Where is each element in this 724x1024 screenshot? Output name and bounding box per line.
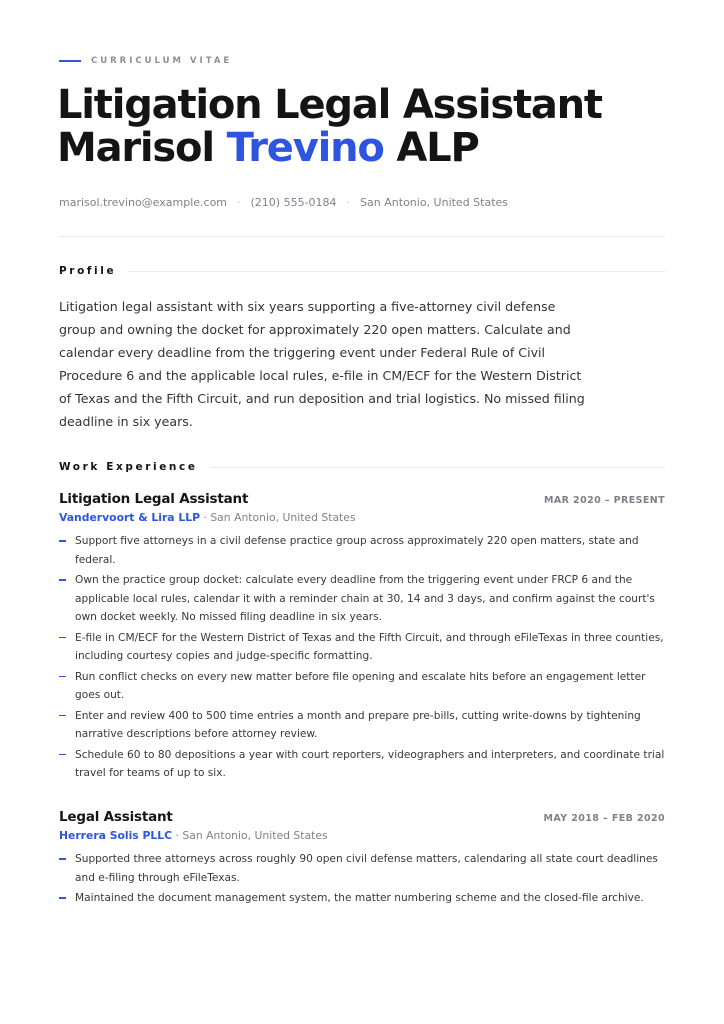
bullet-text: Run conflict checks on every new matter before file opening and escalate hits before an engagement letter goes out. (75, 670, 646, 701)
job-bullets (59, 532, 665, 783)
title-role: Litigation Legal Assistant (57, 82, 602, 128)
contact-phone[interactable]: (210) 555-0184 (250, 196, 337, 209)
bullet-text: Supported three attorneys across roughly 90 open civil defense matters, calendaring all state court deadlines and e-filing through eFileTexas. (75, 853, 658, 884)
job-company: Vandervoort & Lira LLP (59, 511, 201, 524)
bullet-text: Schedule 60 to 80 depositions a year with court reporters, videographers and interpreters, and coordinate trial travel for teams of up to six. (75, 748, 665, 779)
bullet-text: Support five attorneys in a civil defense practice group across approximately 220 open matters, state and federal. (75, 535, 639, 566)
profile-heading: Profile (59, 265, 117, 277)
contact-line (59, 196, 508, 209)
job-employer (59, 829, 665, 842)
job-title: Legal Assistant (59, 809, 173, 825)
section-rule (128, 271, 665, 272)
bullet-text: Maintained the document management system, the matter numbering scheme and the closed-file archive. (75, 892, 644, 904)
bullet-dash (59, 637, 66, 639)
bullet-dash (59, 579, 66, 581)
job-bullets (59, 850, 665, 908)
bullet-item (59, 850, 665, 887)
eyebrow (59, 56, 232, 66)
profile-section-heading (59, 265, 665, 277)
page-title (57, 84, 602, 170)
contact-separator: · (346, 196, 351, 209)
bullet-dash (59, 676, 66, 678)
bullet-text: Enter and review 400 to 500 time entries a month and prepare pre-bills, cutting write-downs by tightening narrative descriptions before attorney review. (75, 709, 641, 740)
section-rule (210, 467, 665, 468)
bullet-dash (59, 715, 66, 717)
bullet-item (59, 889, 665, 908)
name-suffix: ALP (396, 125, 479, 171)
job-location: · San Antonio, United States (200, 511, 356, 524)
contact-email[interactable]: marisol.trevino@example.com (59, 196, 228, 209)
bullet-dash (59, 540, 66, 542)
eyebrow-rule (59, 60, 81, 62)
contact-location: San Antonio, United States (360, 196, 509, 209)
profile-text: Litigation legal assistant with six years supporting a five-attorney civil defense group and owning the docket for approximately 220 open matters. Calculate and calendar every deadline from the triggering event under Federal Rule of Civil Procedure 6 and the applicable local rules, e-file in CM/ECF for the Western District of Texas and the Fifth Circuit, and run deposition and trial logistics. No missed filing deadline in six years. (59, 299, 585, 429)
bullet-item (59, 707, 665, 744)
bullet-text: Own the practice group docket: calculate every deadline from the triggering event under FRCP 6 and the applicable local rules, calendar it with a reminder chain at 30, 14 and 3 days, and confirm against the court's own docket weekly. No missed filing deadline in six years. (75, 574, 655, 623)
job-dates: MAR 2020 – PRESENT (544, 495, 665, 506)
bullet-text: E-file in CM/ECF for the Western District of Texas and the Fifth Circuit, and through eFileTexas in three counties, including courtesy copies and judge-specific formatting. (75, 631, 664, 662)
name-last: Trevino (226, 125, 384, 171)
bullet-dash (59, 897, 66, 899)
job-company: Herrera Solis PLLC (59, 829, 173, 842)
job-dates: MAY 2018 – FEB 2020 (543, 813, 665, 824)
job-location: · San Antonio, United States (172, 829, 328, 842)
job-title: Litigation Legal Assistant (59, 491, 249, 507)
experience-heading: Work Experience (59, 461, 198, 473)
bullet-item (59, 571, 665, 627)
job-entry (59, 809, 665, 910)
bullet-dash (59, 858, 66, 860)
eyebrow-text: CURRICULUM VITAE (91, 56, 233, 66)
contact-separator: · (237, 196, 241, 209)
bullet-dash (59, 754, 66, 756)
name-first: Marisol (57, 125, 214, 171)
bullet-item (59, 629, 665, 666)
bullet-item (59, 668, 665, 705)
job-employer (59, 511, 665, 524)
bullet-item (59, 746, 665, 783)
experience-section-heading (59, 461, 665, 473)
bullet-item (59, 532, 665, 569)
job-entry (59, 491, 665, 785)
header-divider (59, 236, 665, 237)
